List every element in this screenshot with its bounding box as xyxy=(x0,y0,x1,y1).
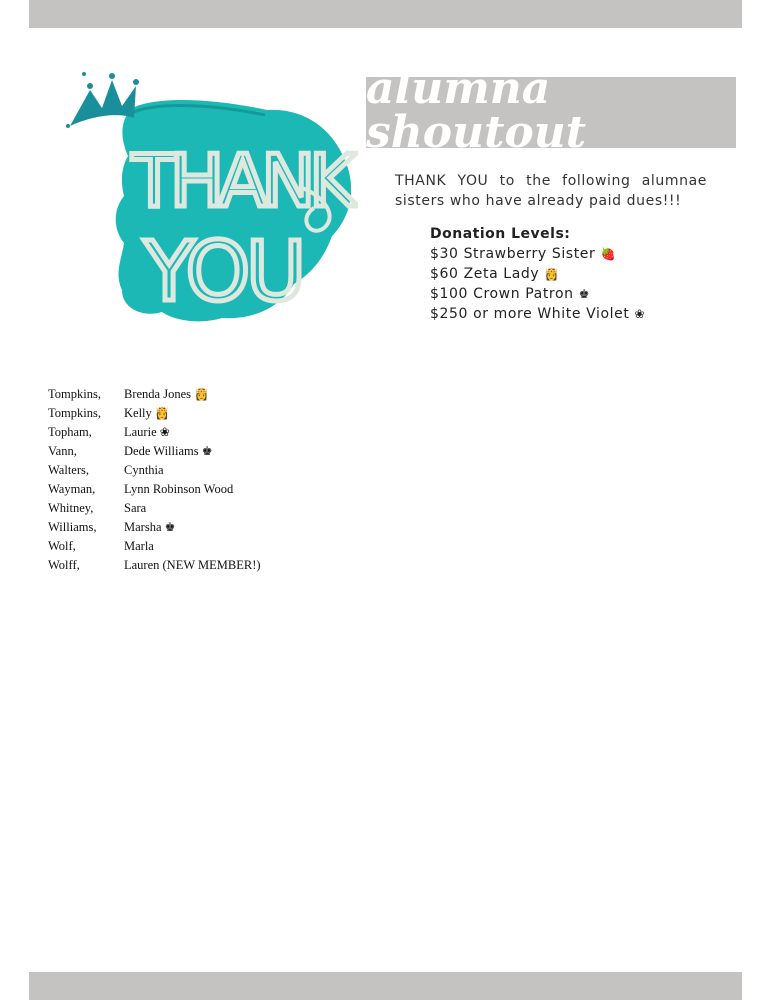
donation-levels-heading: Donation Levels: xyxy=(430,226,571,242)
member-last-name: Topham, xyxy=(48,425,92,439)
list-item xyxy=(48,404,348,423)
strawberry-icon: 🍓 xyxy=(600,247,616,261)
princess-icon: 👸 xyxy=(194,387,210,401)
donation-level-label: $60 Zeta Lady xyxy=(430,266,540,282)
thank-you-logo xyxy=(62,68,358,326)
flower-icon: ❀ xyxy=(634,307,646,321)
member-first-name: Marsha ♚ xyxy=(124,520,176,534)
donation-level-row xyxy=(430,244,730,264)
donation-level-label: $100 Crown Patron xyxy=(430,286,574,302)
logo-you-text: YOU xyxy=(144,225,303,320)
member-last-name: Tompkins, xyxy=(48,406,101,420)
member-first-name: Marla xyxy=(124,539,154,553)
list-item xyxy=(48,499,348,518)
donation-level-row xyxy=(430,304,730,324)
member-last-name: Wayman, xyxy=(48,482,96,496)
member-first-name: Cynthia xyxy=(124,463,164,477)
list-item xyxy=(48,385,348,404)
donation-level-label: $250 or more White Violet xyxy=(430,306,630,322)
member-list xyxy=(48,385,348,575)
member-last-name: Whitney, xyxy=(48,501,94,515)
member-first-name: Lauren (NEW MEMBER!) xyxy=(124,558,261,572)
crown-icon: ♚ xyxy=(578,287,591,301)
bottom-band xyxy=(29,972,742,1000)
intro-paragraph: THANK YOU to the following alumnae sisters who have already paid dues!!! xyxy=(395,173,707,209)
member-first-name: Sara xyxy=(124,501,147,515)
donation-level-row xyxy=(430,264,730,284)
member-last-name: Vann, xyxy=(48,444,77,458)
member-last-name: Wolf, xyxy=(48,539,76,553)
member-last-name: Wolff, xyxy=(48,558,80,572)
donation-level-row xyxy=(430,284,730,304)
crown-icon: ♚ xyxy=(201,444,213,458)
donation-level-label: $30 Strawberry Sister xyxy=(430,246,596,262)
crown-icon: ♚ xyxy=(164,520,176,534)
thank-you-badge-graphic xyxy=(62,68,358,326)
member-first-name: Kelly 👸 xyxy=(124,406,170,420)
member-first-name: Brenda Jones 👸 xyxy=(124,387,210,401)
flower-icon: ❀ xyxy=(159,425,170,439)
princess-icon: 👸 xyxy=(154,406,170,420)
member-last-name: Tompkins, xyxy=(48,387,101,401)
member-first-name: Dede Williams ♚ xyxy=(124,444,213,458)
member-first-name: Lynn Robinson Wood xyxy=(124,482,234,496)
page-title: alumna shoutout xyxy=(366,62,587,158)
list-item xyxy=(48,518,348,537)
list-item xyxy=(48,480,348,499)
section-title-banner xyxy=(366,62,736,158)
member-last-name: Walters, xyxy=(48,463,89,477)
list-item xyxy=(48,461,348,480)
princess-icon: 👸 xyxy=(544,267,560,281)
top-band xyxy=(29,0,742,28)
member-last-name: Williams, xyxy=(48,520,97,534)
list-item xyxy=(48,423,348,442)
donation-levels xyxy=(430,224,730,324)
list-item xyxy=(48,556,348,575)
member-first-name: Laurie ❀ xyxy=(124,425,170,439)
list-item xyxy=(48,537,348,556)
list-item xyxy=(48,442,348,461)
logo-thank-text: THANK xyxy=(132,139,351,223)
